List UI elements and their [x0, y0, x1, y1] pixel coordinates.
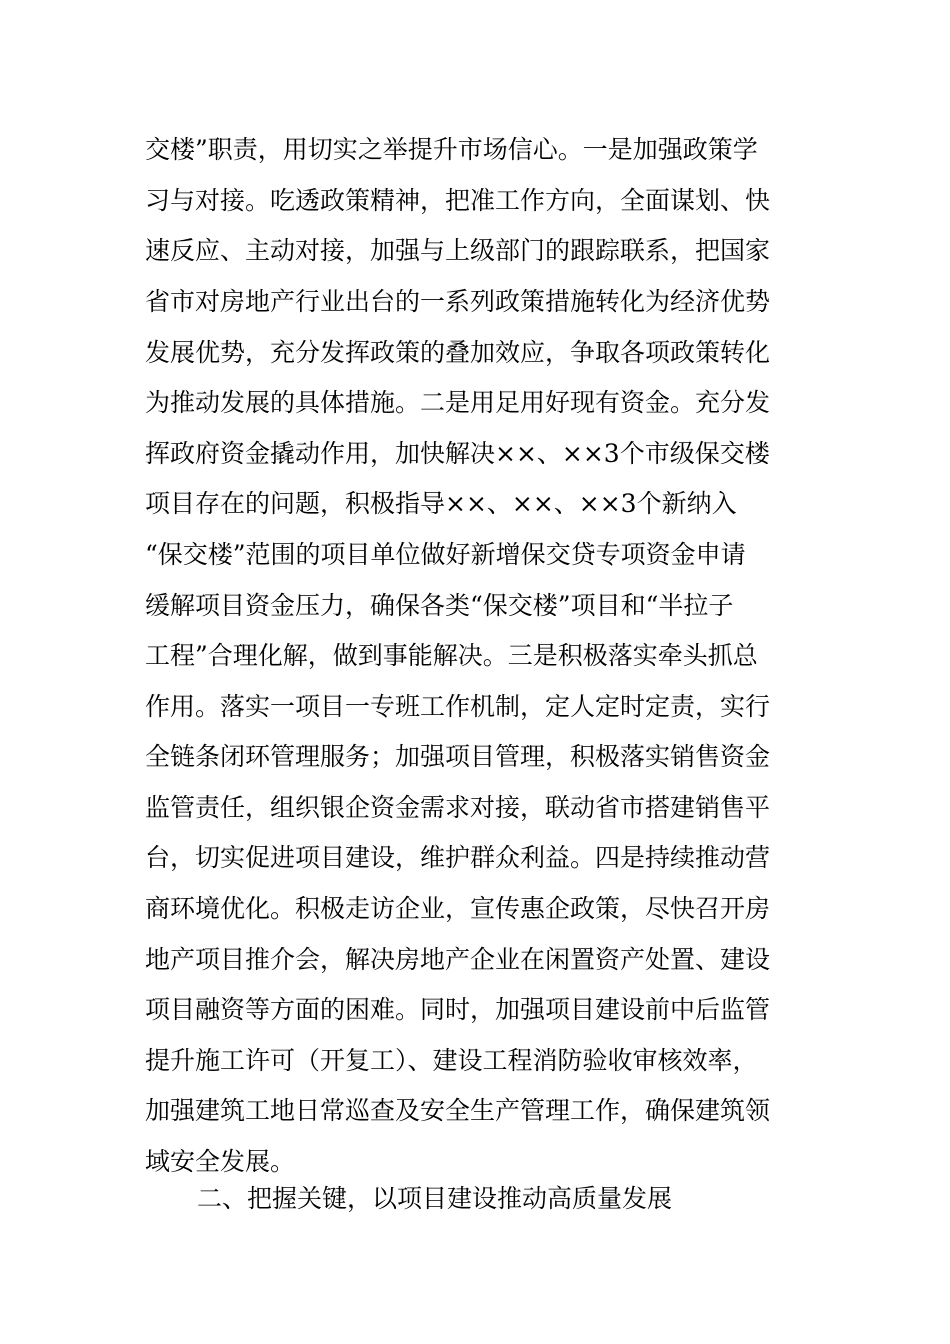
paragraph-line: 加强建筑工地日常巡查及安全生产管理工作，确保建筑领 — [145, 1096, 771, 1125]
paragraph-line: 省市对房地产行业出台的一系列政策措施转化为经济优势 — [145, 287, 771, 316]
paragraph-line: 挥政府资金撬动作用，加快解决××、××3个市级保交楼 — [145, 439, 770, 468]
paragraph-line: 监管责任，组织银企资金需求对接，联动省市搭建销售平 — [145, 793, 771, 822]
paragraph-line: 发展优势，充分发挥政策的叠加效应，争取各项政策转化 — [145, 338, 771, 367]
paragraph-line: “保交楼”范围的项目单位做好新增保交贷专项资金申请 — [145, 540, 746, 569]
paragraph-line: 作用。落实一项目一专班工作机制，定人定时定责，实行 — [145, 692, 771, 721]
paragraph-line: 项目融资等方面的困难。同时，加强项目建设前中后监管 — [145, 995, 771, 1024]
paragraph-line: 习与对接。吃透政策精神，把准工作方向，全面谋划、快 — [145, 186, 771, 215]
paragraph-line: 交楼”职责，用切实之举提升市场信心。一是加强政策学 — [145, 135, 758, 164]
section-heading: 二、把握关键，以项目建设推动高质量发展 — [197, 1184, 673, 1213]
paragraph-line: 域安全发展。 — [145, 1147, 296, 1176]
paragraph-line: 速反应、主动对接，加强与上级部门的跟踪联系，把国家 — [145, 236, 771, 265]
paragraph-line: 项目存在的问题，积极指导××、××、××3个新纳入 — [145, 489, 737, 518]
paragraph-line: 工程”合理化解，做到事能解决。三是积极落实牵头抓总 — [145, 641, 758, 670]
paragraph-line: 商环境优化。积极走访企业，宣传惠企政策，尽快召开房 — [145, 894, 771, 923]
paragraph-line: 为推动发展的具体措施。二是用足用好现有资金。充分发 — [145, 388, 771, 417]
paragraph-line: 提升施工许可（开复工）、建设工程消防验收审核效率， — [145, 1046, 758, 1075]
paragraph-line: 全链条闭环管理服务；加强项目管理，积极落实销售资金 — [145, 742, 771, 771]
paragraph-line: 缓解项目资金压力，确保各类“保交楼”项目和“半拉子 — [145, 591, 734, 620]
paragraph-line: 地产项目推介会，解决房地产企业在闲置资产处置、建设 — [145, 945, 771, 974]
paragraph-line: 台，切实促进项目建设，维护群众利益。四是持续推动营 — [145, 843, 771, 872]
